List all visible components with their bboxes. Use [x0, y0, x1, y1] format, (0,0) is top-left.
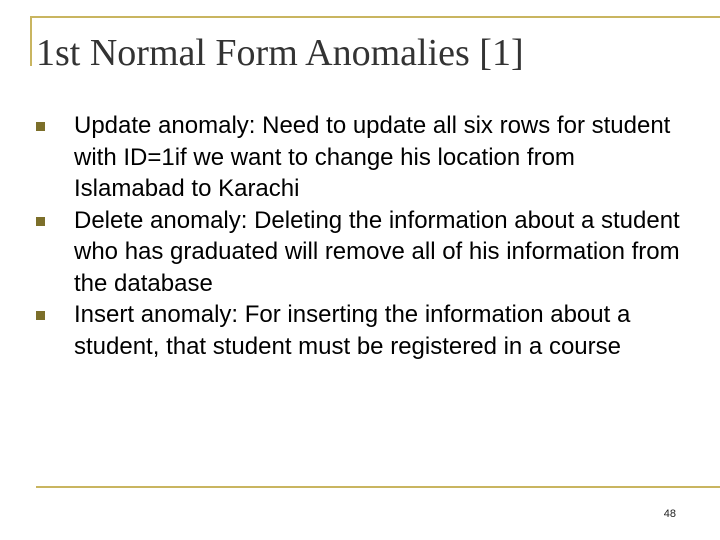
- bullet-item-insert-anomaly: [36, 299, 686, 362]
- bullet-text: Insert anomaly: For inserting the information about a student, that student must be registered in a course: [74, 301, 631, 360]
- bullet-item-update-anomaly: [36, 110, 686, 205]
- bottom-border-line: [36, 486, 720, 488]
- bullet-list: [36, 110, 686, 362]
- square-bullet-icon: [36, 217, 45, 226]
- square-bullet-icon: [36, 122, 45, 131]
- bullet-text: Delete anomaly: Deleting the information about a student who has graduated will remove all of his information from the database: [74, 206, 680, 297]
- page-number: 48: [663, 508, 676, 520]
- top-border-line: [30, 16, 720, 18]
- bullet-text: Update anomaly: Need to update all six rows for student with ID=1if we want to change his location from Islamabad to Karachi: [74, 112, 671, 202]
- bullet-item-delete-anomaly: [36, 205, 686, 300]
- square-bullet-icon: [36, 311, 45, 320]
- slide-title: 1st Normal Form Anomalies [1]: [36, 32, 524, 74]
- left-border-line: [30, 16, 32, 66]
